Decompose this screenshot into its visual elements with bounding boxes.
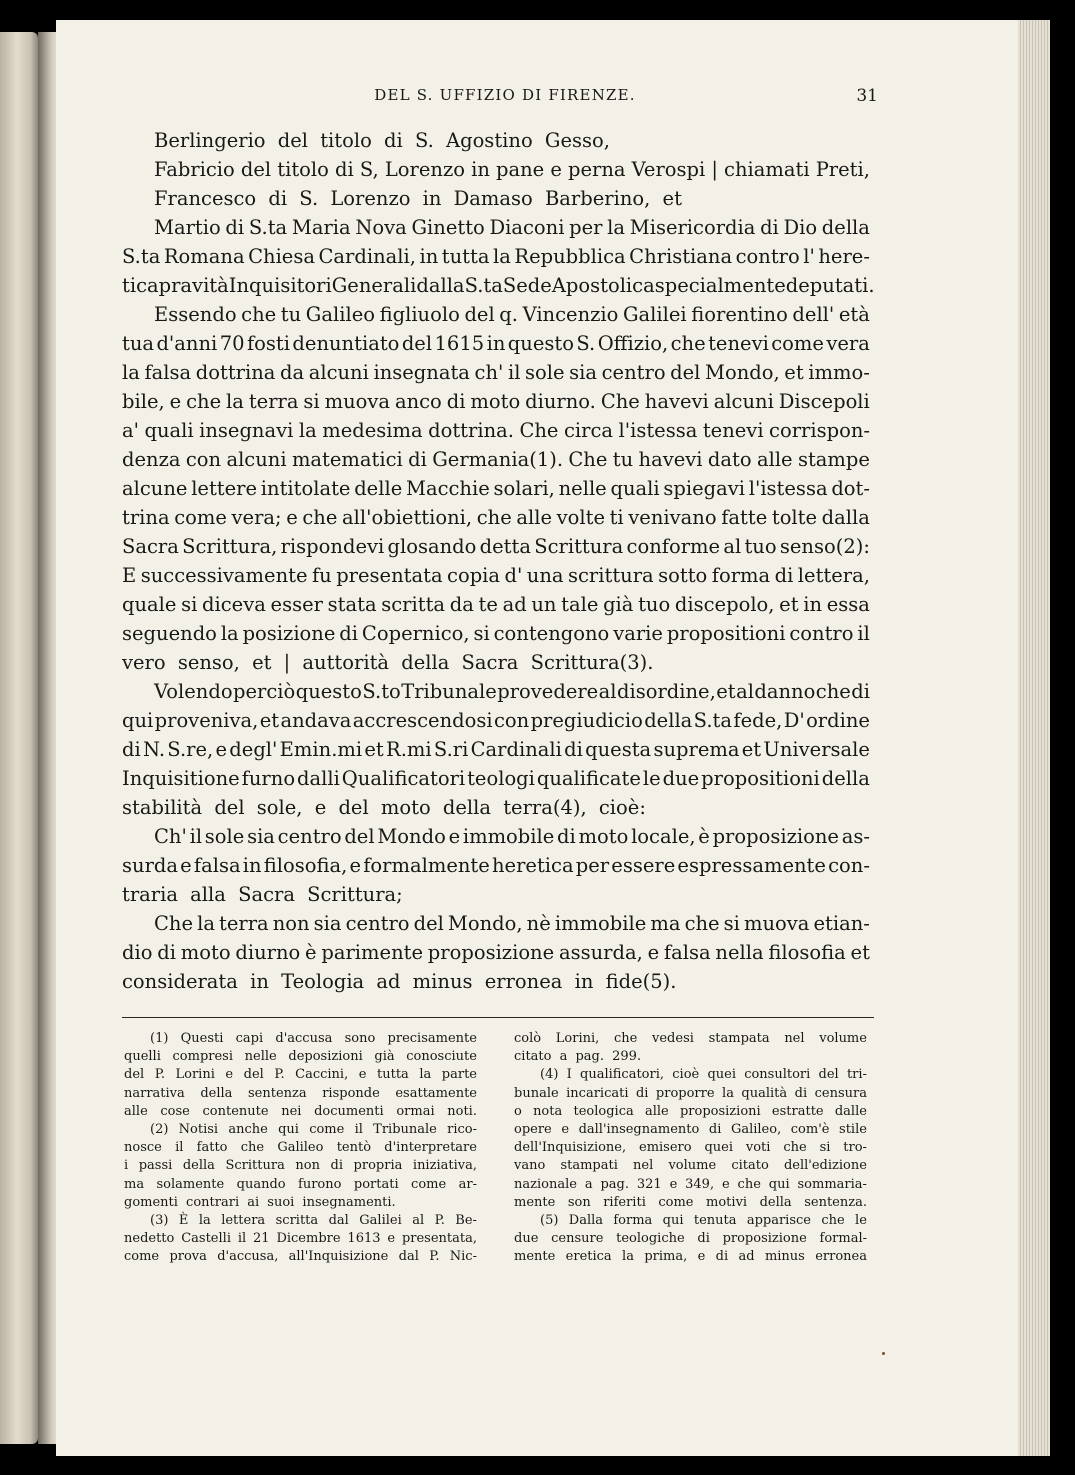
footnote-right-line: due censure teologiche di proposizione formal-: [514, 1231, 867, 1247]
footnote-left-line: gomenti contrari ai suoi insegnamenti.: [124, 1194, 396, 1210]
footnote-right-line: colò Lorini, che vedesi stampata nel volume: [514, 1031, 867, 1046]
left-page-edge: [0, 32, 38, 1444]
body-text-line: quale si diceva esser stata scritta da te ad un tale già tuo discepolo, et in essa: [122, 593, 870, 616]
body-text-line: Essendo che tu Galileo figliuolo del q. Vincenzio Galilei fiorentino dell' età: [154, 303, 870, 326]
footnote-right-line: dell'Inquisizione, emisero quei voti che si tro-: [514, 1140, 867, 1156]
footnote-left-line: i passi della Scrittura non di propria iniziativa,: [124, 1158, 477, 1174]
footnote-left-line: (1) Questi capi d'accusa sono precisamente: [150, 1031, 477, 1046]
footnote-right-line: o nota teologica alle proposizioni estratte dalle: [514, 1103, 867, 1119]
body-text-line: Che la terra non sia centro del Mondo, nè immobile ma che si muova etian-: [154, 912, 870, 935]
footnote-left-line: (2) Notisi anche qui come il Tribunale rico-: [150, 1121, 477, 1137]
body-text-line: Volendo perciò questo S.to Tribunale provedere al disordine, et al danno che di: [154, 680, 870, 703]
body-text-line: tua d'anni 70 fosti denuntiato del 1615 in questo S. Offizio, che tenevi come vera: [122, 332, 870, 355]
footnote-right-line: citato a pag. 299.: [514, 1049, 642, 1065]
body-text-line: Berlingerio del titolo di S. Agostino Gesso,: [154, 129, 610, 152]
footnote-left-line: come prova d'accusa, all'Inquisizione dal P. Nic-: [124, 1249, 477, 1265]
footnote-right-line: nazionale a pag. 321 e 349, e che qui sommaria-: [514, 1176, 867, 1192]
body-text-line: trina come vera; e che all'obiettioni, che alle volte ti venivano fatte tolte dalla: [122, 506, 870, 529]
footnote-rule: [122, 1017, 874, 1018]
body-text-line: surda e falsa in filosofia, e formalmente heretica per essere espressamente con-: [122, 854, 870, 877]
right-page-edges: [1018, 20, 1050, 1456]
paper-spot: [882, 1352, 885, 1355]
footnote-right-line: (5) Dalla forma qui tenuta apparisce che le: [540, 1212, 867, 1228]
body-text-line: Francesco di S. Lorenzo in Damaso Barberino, et: [154, 187, 682, 210]
body-text-line: Sacra Scrittura, rispondevi glosando detta Scrittura conforme al tuo senso(2):: [122, 535, 870, 558]
body-text-line: denza con alcuni matematici di Germania(1). Che tu havevi dato alle stampe: [122, 448, 870, 471]
footnote-left-line: nosce il fatto che Galileo tentò d'interpretare: [124, 1140, 477, 1156]
footnote-left-line: quelli compresi nelle deposizioni già conosciute: [124, 1049, 477, 1065]
body-text-line: considerata in Teologia ad minus erronea in fide(5).: [122, 970, 677, 993]
footnote-right-line: (4) I qualificatori, cioè quei consultori del tri-: [540, 1067, 867, 1083]
footnote-right-line: mente eretica la prima, e di ad minus erronea: [514, 1249, 867, 1265]
body-text-line: alcune lettere intitolate delle Macchie solari, nelle quali spiegavi l'istessa dot-: [122, 477, 870, 500]
body-text-line: a' quali insegnavi la medesima dottrina. Che circa l'istessa tenevi corrispon-: [122, 419, 870, 442]
body-text-line: bile, e che la terra si muova anco di moto diurno. Che havevi alcuni Discepoli: [122, 390, 870, 413]
body-text-line: S.ta Romana Chiesa Cardinali, in tutta la Repubblica Christiana contro l' here-: [122, 245, 870, 268]
body-text-line: Fabricio del titolo di S, Lorenzo in pane e perna Verospi | chiamati Preti,: [154, 158, 870, 181]
body-text-line: Martio di S.ta Maria Nova Ginetto Diaconi per la Misericordia di Dio della: [154, 216, 870, 239]
body-text-line: dio di moto diurno è parimente proposizione assurda, e falsa nella filosofia et: [122, 941, 870, 964]
page-number: 31: [856, 86, 878, 106]
footnote-right-line: bunale incaricati di proporre la qualità di censura: [514, 1085, 867, 1101]
body-text-line: stabilità del sole, e del moto della terra(4), cioè:: [122, 796, 646, 819]
body-text-line: vero senso, et | auttorità della Sacra Scrittura(3).: [122, 651, 654, 674]
footnote-left-line: nedetto Castelli il 21 Dicembre 1613 e presentata,: [124, 1231, 477, 1247]
body-text-line: Ch' il sole sia centro del Mondo e immobile di moto locale, è proposizione as-: [154, 825, 870, 848]
footnote-right-line: vano stampati nel volume citato dell'edizione: [514, 1158, 867, 1174]
footnote-left-line: narrativa della sentenza risponde esattamente: [124, 1085, 477, 1101]
body-text-line: la falsa dottrina da alcuni insegnata ch' il sole sia centro del Mondo, et immo-: [122, 361, 870, 384]
footnote-right-line: opere e dall'insegnamento di Galileo, com'è stile: [514, 1121, 867, 1137]
footnote-left-line: del P. Lorini e del P. Caccini, e tutta la parte: [124, 1067, 477, 1083]
body-text: [122, 126, 875, 996]
body-text-line: di N. S.re, e degl' Emin.mi et R.mi S.ri Cardinali di questa suprema et Universale: [122, 738, 870, 761]
body-text-line: Inquisitione furno dalli Qualificatori teologi qualificate le due propositioni della: [122, 767, 870, 790]
body-text-line: traria alla Sacra Scrittura;: [122, 883, 403, 906]
footnote-right-line: mente son riferiti come motivi della sentenza.: [514, 1194, 867, 1210]
footnote-left-line: alle cose contenute nei documenti ormai noti.: [124, 1103, 477, 1119]
footnotes-right-column: [514, 1030, 867, 1266]
body-text-line: E successivamente fu presentata copia d' una scrittura sotto forma di lettera,: [122, 564, 870, 587]
body-text-line: tica pravità Inquisitori Generali dalla S.ta Sede Apostolica specialmente deputati.: [122, 274, 875, 297]
footnote-left-line: ma solamente quando furono portati come ar-: [124, 1176, 477, 1192]
running-head: DEL S. UFFIZIO DI FIRENZE.: [374, 86, 636, 104]
body-text-line: qui proveniva, et andava accrescendosi con pregiudicio della S.ta fede, D' ordine: [122, 709, 870, 732]
body-text-line: seguendo la posizione di Copernico, si contengono varie propositioni contro il: [122, 622, 870, 645]
footnote-left-line: (3) È la lettera scritta dal Galilei al P. Be-: [150, 1212, 477, 1228]
footnotes-left-column: [124, 1030, 477, 1266]
